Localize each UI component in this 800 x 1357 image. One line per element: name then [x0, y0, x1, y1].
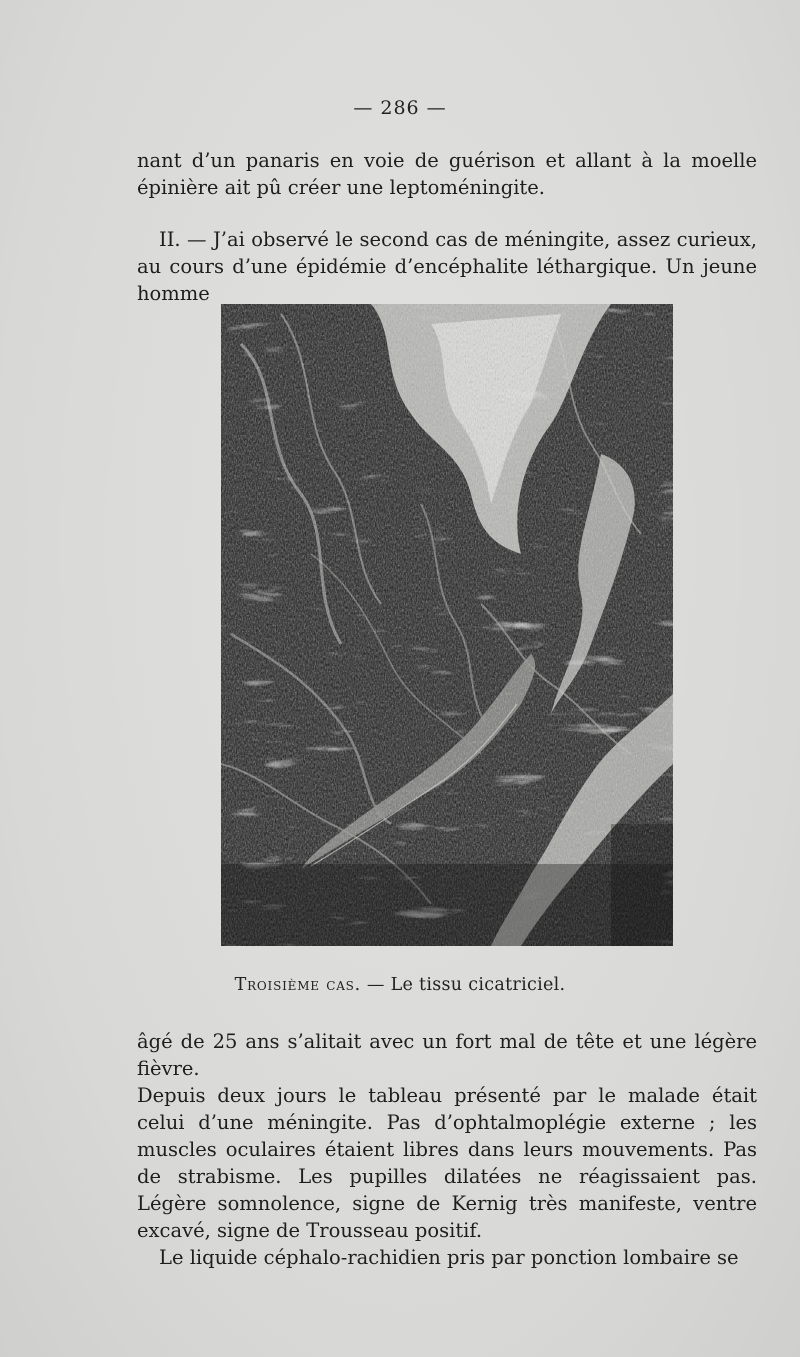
paragraph-case-details	[137, 1028, 757, 1271]
paragraph-case-two	[137, 226, 757, 307]
page-number: — 286 —	[353, 97, 447, 119]
paragraph-case-two-text: II. — J’ai observé le second cas de méningite, assez curieux, au cours d’une épidémie d’encéphalite léthargique. Un jeune homme	[137, 228, 757, 305]
paragraph-line-1: âgé de 25 ans s’alitait avec un fort mal de tête et une légère fièvre.	[137, 1030, 757, 1080]
figure-caption	[0, 975, 800, 995]
caption-title: Troisième cas.	[234, 975, 362, 995]
paragraph-continuation: nant d’un panaris en voie de guérison et allant à la moelle épinière ait pû créer une leptoméningite.	[137, 149, 757, 199]
scar-tissue-micrograph	[221, 304, 673, 946]
paragraph-lumbar-text: Le liquide céphalo-rachidien pris par ponction lombaire se	[159, 1246, 739, 1269]
paragraph-line-2: Depuis deux jours le tableau présenté par le malade était celui d’une méningite. Pas d’ophtalmoplégie externe ; les muscles oculaires étaient libres dans leurs mouvements. Pas de strabisme. Les pupilles dilatées ne réagissaient pas. Légère somnolence, signe de Kernig très manifeste, ventre excavé, signe de Trousseau positif.	[137, 1084, 757, 1242]
histology-photograph	[221, 304, 673, 946]
caption-text: — Le tissu cicatriciel.	[361, 975, 566, 995]
paragraph-lumbar	[137, 1244, 757, 1271]
